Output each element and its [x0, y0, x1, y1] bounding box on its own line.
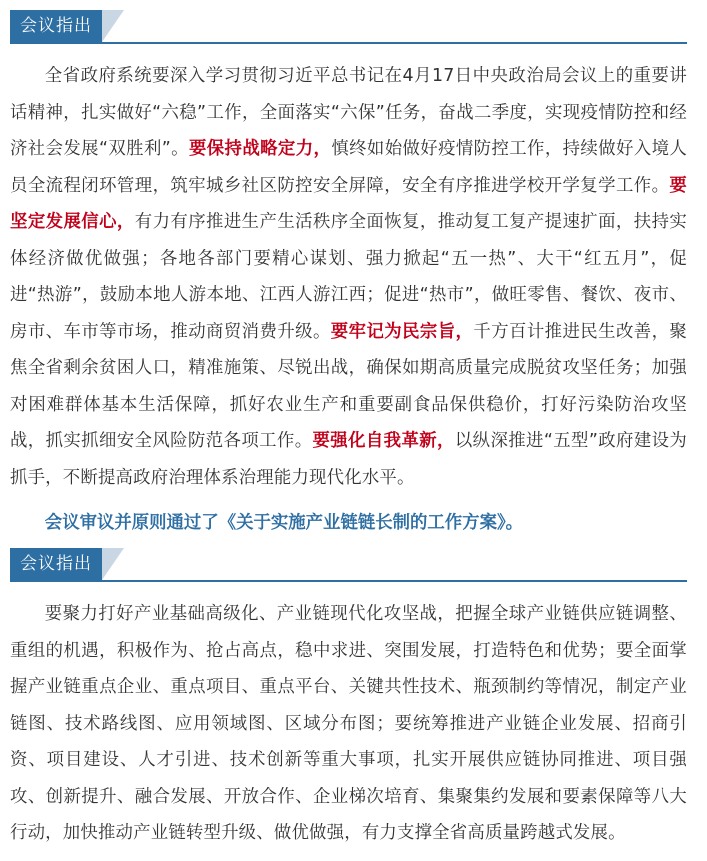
paragraph-1-text-4: 千方百计推进民生改善，聚焦全省剩余贫困人口，精准施策、尽锐出战，确保如期高质量完成脱贫攻坚任务；加强对困难群体基本生活保障，抓好农业生产和重要副食品保供稳价，打好污染防治攻坚战，抓实抓细安全风险防范各项工作。 — [10, 321, 688, 451]
section-divider-1 — [10, 42, 687, 44]
paragraph-2: 要聚力打好产业基础高级化、产业链现代化攻坚战，把握全球产业链供应链调整、重组的机遇，积极作为、抢占高点，稳中求进、突围发展，打造特色和优势；要全面掌握产业链重点企业、重点项目、重点平台、关键共性技术、瓶颈制约等情况，制定产业链图、技术路线图、应用领域图、区域分布图；要统筹推进产业链企业发展、招商引资、项目建设、人才引进、技术创新等重大事项，扎实开展供应链协同推进、项目强攻、创新提升、融合发展、开放合作、企业梯次培育、集聚集约发展和要素保障等八大行动，加快推动产业链转型升级、做优做强，有力支撑全省高质量跨越式发展。 — [10, 604, 687, 843]
emphasis-development-confidence: 要坚定发展信心， — [10, 175, 687, 232]
section-tag-1: 会议指出 — [10, 10, 102, 42]
emphasis-strategic-focus: 要保持战略定力， — [188, 139, 332, 159]
emphasis-self-reform: 要强化自我革新， — [312, 431, 455, 451]
paragraph-1-text-2: 慎终如始做好疫情防控工作，持续做好入境人员全流程闭环管理，筑牢城乡社区防控安全屏障，安全有序推进学校开学复学工作。 — [10, 139, 687, 196]
section-tag-fold-1 — [102, 10, 124, 42]
paragraph-1-text-5: 以纵深推进“五型”政府建设为抓手，不断提高政府治理体系治理能力现代化水平。 — [10, 431, 688, 488]
section-tag-2: 会议指出 — [10, 548, 102, 580]
paragraph-1 — [10, 58, 687, 496]
paragraph-1-text-3: 有力有序推进生产生活秩序全面恢复，推动复工复产提速扩面，扶持实体经济做优做强；各地各部门要精心谋划、强力掀起“五一热”、大干“红五月”，促进“热游”，鼓励本地人游本地、江西人游江西；促进“热市”，做旺零售、餐饮、夜市、房市、车市等市场，推动商贸消费升级。 — [10, 212, 687, 342]
emphasis-people-purpose: 要牢记为民宗旨， — [330, 321, 474, 342]
section-tag-fold-2 — [102, 548, 124, 580]
section-header-1 — [10, 10, 687, 44]
section-divider-2 — [10, 580, 687, 582]
section-header-2 — [10, 548, 687, 582]
paragraph-1-text-1: 全省政府系统要深入学习贯彻习近平总书记在4月17日中央政治局会议上的重要讲话精神，扎实做好“六稳”工作，全面落实“六保”任务，奋战二季度，实现疫情防控和经济社会发展“双胜利”。 — [10, 66, 687, 159]
meeting-resolution: 会议审议并原则通过了《关于实施产业链链长制的工作方案》。 — [44, 513, 524, 533]
